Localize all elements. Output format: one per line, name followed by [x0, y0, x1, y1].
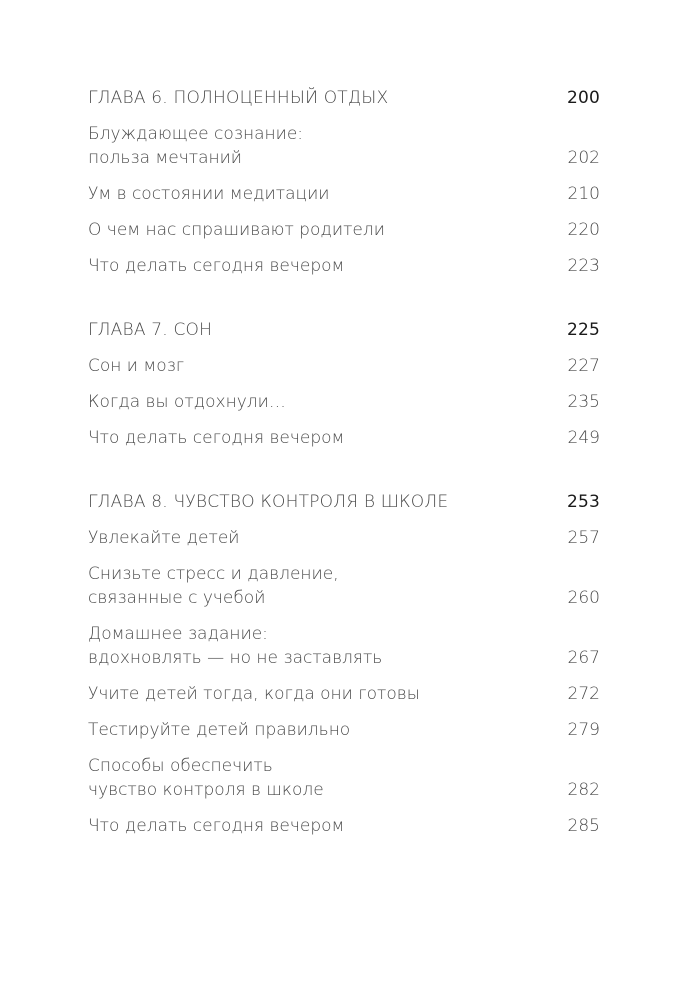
- chapter-page-number: 225: [566, 320, 600, 340]
- entry-title: Снизьте стресс и давление, связанные с учебой: [88, 564, 339, 608]
- toc-entry: [88, 526, 600, 550]
- chapter-title: ГЛАВА 7. СОН: [88, 320, 213, 340]
- entry-title: Увлекайте детей: [88, 528, 240, 548]
- toc-entry: [88, 682, 600, 706]
- chapter-heading: [88, 490, 600, 514]
- chapter-6: [88, 86, 600, 278]
- toc-entry: [88, 718, 600, 742]
- toc-entry: [88, 426, 600, 450]
- toc-entry: [88, 814, 600, 838]
- entry-page-number: 285: [567, 816, 600, 836]
- toc-entry: [88, 390, 600, 414]
- entry-page-number: 260: [567, 588, 600, 608]
- entry-page-number: 202: [567, 148, 600, 168]
- toc-entry: [88, 354, 600, 378]
- entry-title: Домашнее задание: вдохновлять — но не заставлять: [88, 624, 383, 668]
- chapter-7: [88, 318, 600, 450]
- entry-page-number: 257: [567, 528, 600, 548]
- entry-title: Что делать сегодня вечером: [88, 428, 345, 448]
- table-of-contents: [88, 86, 600, 838]
- entry-title: Ум в состоянии медитации: [88, 184, 330, 204]
- toc-entry: [88, 218, 600, 242]
- toc-entry: [88, 622, 600, 670]
- entry-page-number: 220: [567, 220, 600, 240]
- entry-title: Когда вы отдохнули…: [88, 392, 286, 412]
- entry-title: О чем нас спрашивают родители: [88, 220, 385, 240]
- entry-title: Что делать сегодня вечером: [88, 256, 345, 276]
- entry-title: Сон и мозг: [88, 356, 185, 376]
- toc-entry: [88, 254, 600, 278]
- entry-page-number: 267: [567, 648, 600, 668]
- entry-page-number: 210: [567, 184, 600, 204]
- entry-title: Блуждающее сознание: польза мечтаний: [88, 124, 304, 168]
- chapter-heading: [88, 86, 600, 110]
- entry-title: Что делать сегодня вечером: [88, 816, 345, 836]
- chapter-page-number: 200: [566, 88, 600, 108]
- entry-title: Способы обеспечить чувство контроля в школе: [88, 756, 324, 800]
- chapter-title: ГЛАВА 6. ПОЛНОЦЕННЫЙ ОТДЫХ: [88, 88, 389, 108]
- chapter-heading: [88, 318, 600, 342]
- toc-entry: [88, 562, 600, 610]
- entry-page-number: 235: [567, 392, 600, 412]
- entry-page-number: 279: [567, 720, 600, 740]
- entry-page-number: 227: [567, 356, 600, 376]
- entry-title: Учите детей тогда, когда они готовы: [88, 684, 420, 704]
- chapter-title: ГЛАВА 8. ЧУВСТВО КОНТРОЛЯ В ШКОЛЕ: [88, 492, 449, 512]
- toc-entry: [88, 182, 600, 206]
- entry-page-number: 249: [567, 428, 600, 448]
- entry-page-number: 223: [567, 256, 600, 276]
- chapter-8: [88, 490, 600, 838]
- entry-title: Тестируйте детей правильно: [88, 720, 351, 740]
- entry-page-number: 272: [567, 684, 600, 704]
- chapter-page-number: 253: [566, 492, 600, 512]
- entry-page-number: 282: [567, 780, 600, 800]
- toc-entry: [88, 122, 600, 170]
- toc-entry: [88, 754, 600, 802]
